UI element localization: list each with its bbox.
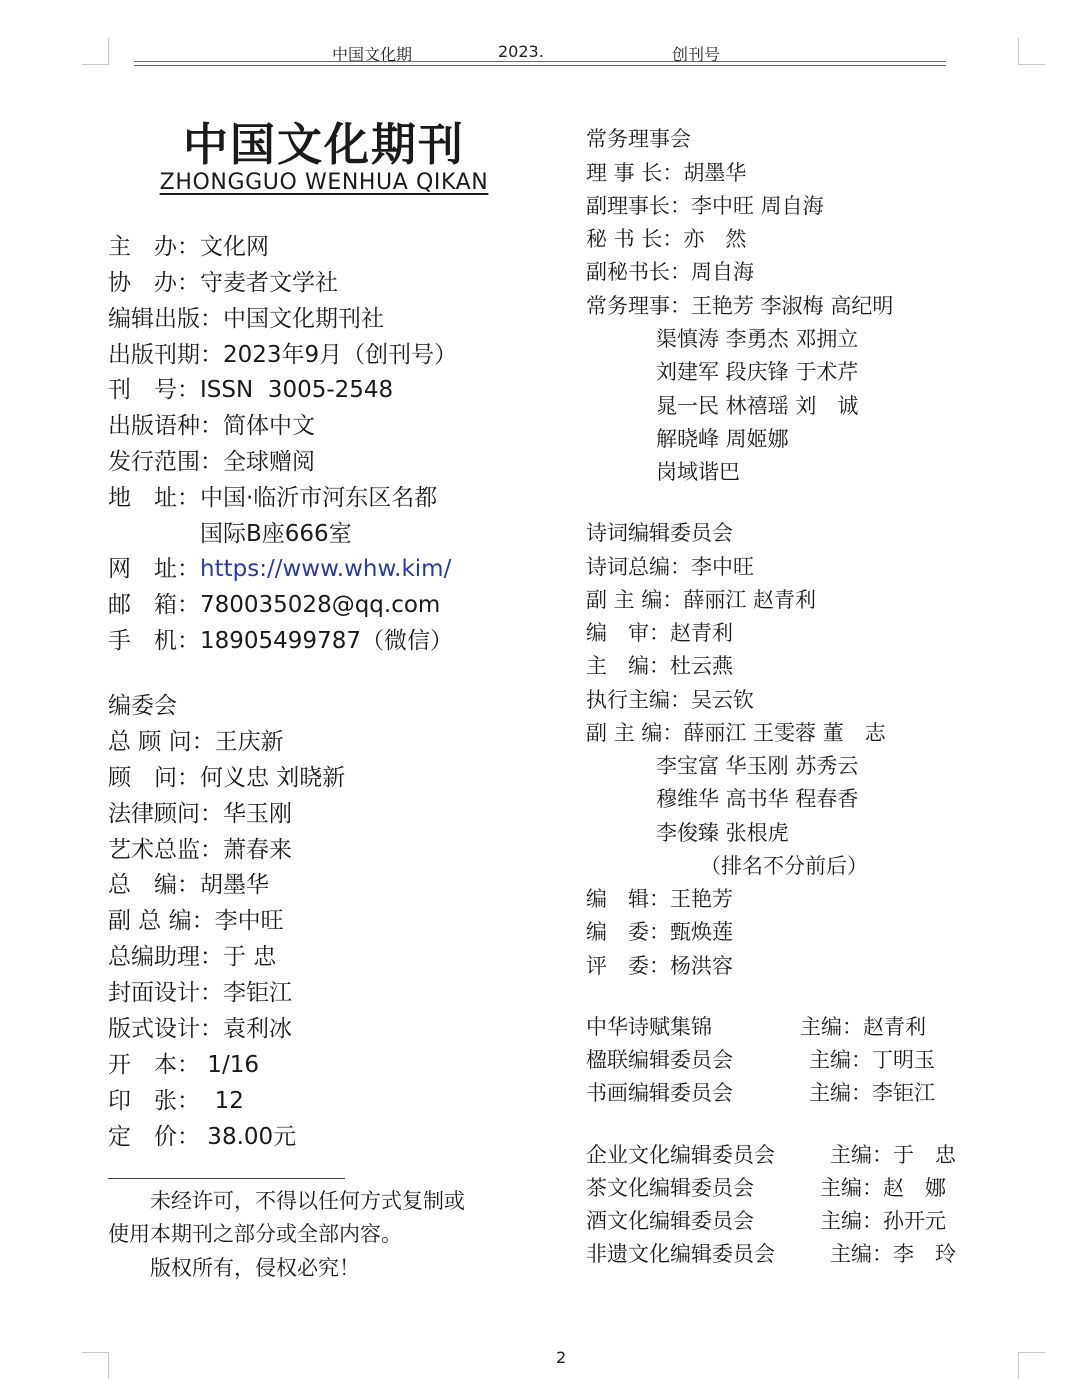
info-line-phone: 手 机：18905499787（微信） (108, 628, 453, 654)
editorial-line: 艺术总监：萧春来 (108, 837, 292, 863)
council-member-row: 岗域谐巴 (656, 460, 740, 484)
copyright-line: 使用本期刊之部分或全部内容。 (108, 1222, 402, 1246)
poetry-staff-line: 编 辑：王艳芳 (586, 887, 733, 911)
section-name: 中华诗赋集锦 (586, 1015, 712, 1039)
section-editor: 主编：赵 娜 (820, 1176, 946, 1200)
poetry-line: 副 主 编：薛丽江 赵青利 (586, 588, 817, 612)
poetry-member-row: 李宝富 华玉刚 苏秀云 (656, 754, 859, 778)
copyright-separator (108, 1178, 345, 1179)
council-heading: 常务理事会 (586, 127, 691, 151)
poetry-line: 编 审：赵青利 (586, 621, 733, 645)
copyright-line: 版权所有，侵权必究！ (108, 1256, 360, 1280)
journal-pinyin-title: ZHONGGUO WENHUA QIKAN (159, 170, 489, 195)
info-line-language: 出版语种：简体中文 (108, 413, 315, 439)
info-line-co-sponsor: 协 办：守麦者文学社 (108, 270, 338, 296)
council-line: 秘 书 长：亦 然 (586, 227, 747, 251)
info-line-issn: 刊 号：ISSN 3005-2548 (108, 377, 394, 403)
poetry-line: 主 编：杜云燕 (586, 654, 733, 678)
copyright-line: 未经许可，不得以任何方式复制或 (108, 1189, 465, 1213)
editorial-line: 印 张： 12 (108, 1088, 244, 1114)
editorial-line: 封面设计：李钜江 (108, 980, 292, 1006)
info-line-website (108, 554, 451, 584)
website-link[interactable]: https://www.whw.kim/ (200, 556, 452, 582)
section-name: 书画编辑委员会 (586, 1081, 733, 1105)
section-name: 酒文化编辑委员会 (586, 1209, 754, 1233)
info-line-sponsor: 主 办：文化网 (108, 234, 269, 260)
header-journal: 中国文化期 (332, 45, 413, 64)
council-member-row: 渠慎涛 李勇杰 邓拥立 (656, 327, 859, 351)
poetry-line: 副 主 编：薛丽江 王雯蓉 董 志 (586, 721, 886, 745)
poetry-staff-line: 评 委：杨洪容 (586, 954, 733, 978)
editorial-line: 总编助理：于 忠 (108, 944, 277, 970)
info-line-email: 邮 箱：780035028@qq.com (108, 592, 441, 618)
website-label: 网 址： (108, 556, 200, 582)
editorial-line: 定 价： 38.00元 (108, 1124, 297, 1150)
section-editor: 主编：李钜江 (809, 1081, 935, 1105)
info-line-publisher: 编辑出版：中国文化期刊社 (108, 306, 384, 332)
journal-title: 中国文化期刊 (182, 118, 465, 171)
header-rule-upper (134, 61, 946, 62)
council-line: 理 事 长：胡墨华 (586, 161, 747, 185)
editorial-heading: 编委会 (108, 693, 177, 719)
page-number: 2 (556, 1348, 567, 1367)
section-editor: 主编：于 忠 (830, 1143, 956, 1167)
section-editor: 主编：丁明玉 (809, 1048, 935, 1072)
poetry-staff-line: 编 委：甄焕莲 (586, 920, 733, 944)
council-member-row: 刘建军 段庆锋 于术芹 (656, 360, 859, 384)
section-editor: 主编：李 玲 (830, 1242, 956, 1266)
crop-mark-top-left (82, 38, 109, 65)
ranking-note: （排名不分前后） (700, 854, 868, 878)
editorial-line: 总 顾 问：王庆新 (108, 729, 284, 755)
council-member-row: 晁一民 林禧瑶 刘 诚 (656, 394, 859, 418)
header-rule-lower (134, 65, 946, 66)
section-editor: 主编：赵青利 (800, 1015, 926, 1039)
editorial-line: 副 总 编：李中旺 (108, 908, 284, 934)
section-name: 企业文化编辑委员会 (586, 1143, 775, 1167)
poetry-line: 诗词总编：李中旺 (586, 555, 754, 579)
editorial-line: 开 本： 1/16 (108, 1052, 259, 1078)
info-line-address-cont: 国际B座666室 (108, 521, 352, 547)
crop-mark-bottom-left (82, 1352, 109, 1379)
section-editor: 主编：孙开元 (820, 1209, 946, 1233)
council-line: 副理事长：李中旺 周自海 (586, 194, 824, 218)
council-member-row: 解晓峰 周姬娜 (656, 427, 789, 451)
info-line-date: 出版刊期：2023年9月（创刊号） (108, 342, 458, 368)
crop-mark-top-right (1018, 38, 1045, 65)
editorial-line: 版式设计：袁利冰 (108, 1016, 292, 1042)
info-line-address: 地 址：中国·临沂市河东区名都 (108, 485, 438, 511)
section-name: 茶文化编辑委员会 (586, 1176, 754, 1200)
council-line: 常务理事：王艳芳 李淑梅 高纪明 (586, 294, 894, 318)
editorial-line: 法律顾问：华玉刚 (108, 801, 292, 827)
crop-mark-bottom-right (1018, 1352, 1045, 1379)
editorial-line: 总 编：胡墨华 (108, 872, 269, 898)
poetry-member-row: 李俊臻 张根虎 (656, 821, 789, 845)
editorial-line: 顾 问：何义忠 刘晓新 (108, 765, 346, 791)
poetry-member-row: 穆维华 高书华 程春香 (656, 787, 859, 811)
poetry-heading: 诗词编辑委员会 (586, 521, 733, 545)
section-name: 非遗文化编辑委员会 (586, 1242, 775, 1266)
poetry-line: 执行主编：吴云钦 (586, 688, 754, 712)
header-year: 2023. (498, 42, 544, 61)
header-issue: 创刊号 (672, 45, 721, 64)
section-name: 楹联编辑委员会 (586, 1048, 733, 1072)
info-line-distribution: 发行范围：全球赠阅 (108, 449, 315, 475)
council-line: 副秘书长：周自海 (586, 260, 754, 284)
